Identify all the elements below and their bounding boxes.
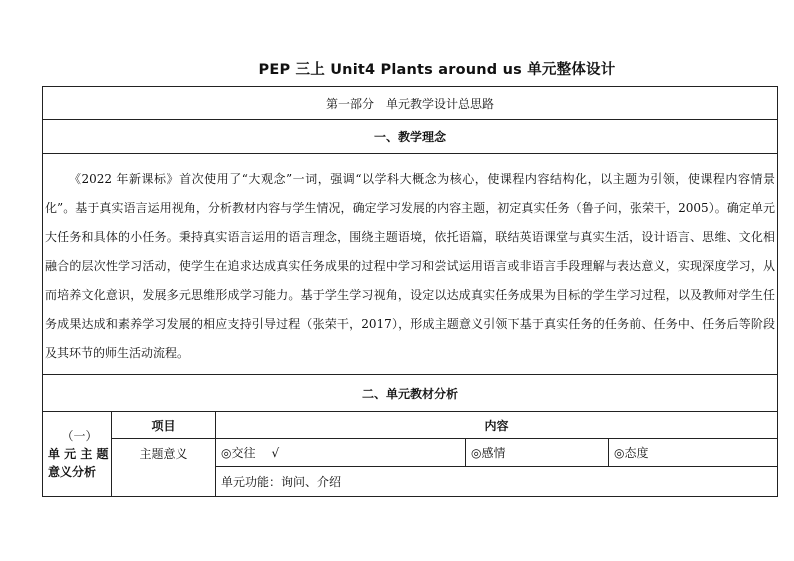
option-emotion-label: ◎感情	[471, 446, 506, 460]
option-attitude	[609, 439, 778, 467]
theme-analysis-label	[43, 412, 112, 497]
theme-meaning-label: 主题意义	[112, 439, 216, 497]
philosophy-paragraph-cell	[43, 154, 778, 375]
section2-heading: 二、单元教材分析	[43, 375, 778, 412]
option-attitude-label: ◎态度	[614, 446, 649, 460]
part-heading: 第一部分 单元教学设计总思路	[43, 87, 778, 120]
col-content-header: 内容	[216, 412, 778, 439]
sub-number: （一）	[61, 429, 98, 443]
sub-label-line2: 单 元 主 题	[48, 447, 109, 461]
col-item-header: 项目	[112, 412, 216, 439]
philosophy-paragraph: 《2022 年新课标》首次使用了“大观念”一词，强调“以学科大概念为核心，使课程内容结构化，以主题为引领，使课程内容情景化”。基于真实语言运用视角，分析教材内容与学生情况，确定学习发展的内容主题，初定真实任务（鲁子问，张荣干，2005）。确定单元大任务和具体的小任务。秉持真实语言运用的语言理念，围绕主题语境，依托语篇，联结英语课堂与真实生活，设计语言、思维、文化相融合的层次性学习活动，使学生在追求达成真实任务成果的过程中学习和尝试运用语言或非语言手段理解与表达意义，实现深度学习，从而培养文化意识，发展多元思维形成学习能力。基于学生学习视角，设定以达成真实任务成果为目标的学生学习过程，以及教师对学生任务成果达成和素养学习发展的相应支持引导过程（张荣干，2017），形成主题意义引领下基于真实任务的任务前、任务中、任务后等阶段及其环节的师生活动流程。	[45, 172, 776, 360]
check-mark-icon: √	[271, 446, 280, 460]
sub-label-line3: 意义分析	[48, 465, 97, 479]
section1-heading: 一、教学理念	[43, 120, 778, 154]
option-emotion	[466, 439, 609, 467]
design-table	[42, 86, 778, 497]
document-title: PEP 三上 Unit4 Plants around us 单元整体设计	[258, 62, 616, 78]
option-communication	[216, 439, 466, 467]
option-communication-label: ◎交往	[221, 446, 256, 460]
unit-function: 单元功能：询问、介绍	[216, 467, 778, 497]
